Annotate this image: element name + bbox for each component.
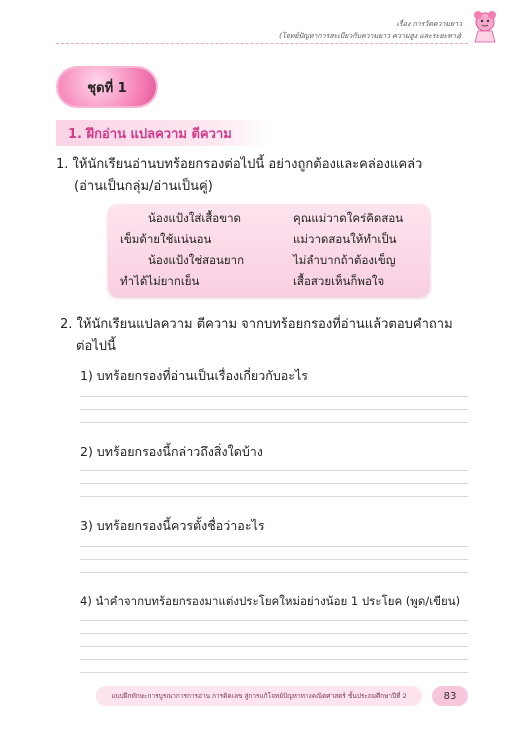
answer-line[interactable] <box>80 483 468 484</box>
question-2-line2: ต่อไปนี้ <box>76 339 116 354</box>
answer-line[interactable] <box>80 620 468 621</box>
answer-line[interactable] <box>80 646 468 647</box>
poem-line: น้องแป้งใส่เสื้อขาด <box>148 211 241 225</box>
section-title-bar <box>56 120 270 146</box>
header-divider <box>56 43 468 44</box>
answer-line[interactable] <box>80 672 468 673</box>
page-number: 83 <box>432 686 468 706</box>
header-topic: เรื่อง การวัดความยาว <box>396 20 462 28</box>
header-subtopic: (โจทย์ปัญหาการสะเบียวกับความยาว ความสูง และระยะทาง) <box>279 32 462 40</box>
question-2 <box>60 314 480 358</box>
answer-line[interactable] <box>80 409 468 410</box>
poem-line: แม่วาดสอนให้ทำเป็น <box>293 232 397 246</box>
poem-line: น้องแป้งใช่สอนยาก <box>148 253 245 267</box>
poem-line: คุณแม่วาดใคร่คิดสอน <box>293 211 404 225</box>
poem-line: ทำได้ไม่ยากเย็น <box>120 274 200 288</box>
answer-line[interactable] <box>80 633 468 634</box>
sub-question-2: 2) บทร้อยกรองนี้กล่าวถึงสิ่งใดบ้าง <box>80 444 263 459</box>
answer-line[interactable] <box>80 559 468 560</box>
poem-box <box>108 204 430 296</box>
poem-line: เข็มด้ายใช้แน่นอน <box>120 232 212 246</box>
question-1-line1: 1. ให้นักเรียนอ่านบทร้อยกรองต่อไปนี้ อย่างถูกต้องและคล่องแคล่ว <box>56 157 423 172</box>
poem-line: เสื้อสวยเห็นก็พอใจ <box>293 274 385 288</box>
set-badge: ชุดที่ 1 <box>58 68 156 106</box>
sub-question-1: 1) บทร้อยกรองที่อ่านเป็นเรื่องเกี่ยวกับอะไร <box>80 368 308 383</box>
question-1-line2: (อ่านเป็นกลุ่ม/อ่านเป็นคู่) <box>74 179 213 194</box>
footer-book-title: แบบฝึกทักษะการบูรณาการการอ่าน การคิดเลข สู่การแก้โจทย์ปัญหาทางคณิตศาสตร์ ชั้นประถมศึกษาปีที่ 2 <box>96 686 422 706</box>
question-1 <box>56 154 476 198</box>
answer-line[interactable] <box>80 496 468 497</box>
answer-line[interactable] <box>80 546 468 547</box>
poem-line: ไม่ลำบากถ้าต้องเข็ญ <box>293 253 396 267</box>
answer-line[interactable] <box>80 659 468 660</box>
answer-line[interactable] <box>80 572 468 573</box>
sub-question-3: 3) บทร้อยกรองนี้ควรตั้งชื่อว่าอะไร <box>80 518 265 533</box>
answer-line[interactable] <box>80 422 468 423</box>
answer-line[interactable] <box>80 396 468 397</box>
section-title: 1. ฝึกอ่าน แปลความ ตีความ <box>68 126 232 142</box>
sub-question-4: 4) นำคำจากบทร้อยกรองมาแต่งประโยคใหม่อย่างน้อย 1 ประโยค (พูด/เขียน) <box>80 594 461 608</box>
mascot-icon <box>470 10 500 44</box>
question-2-line1: 2. ให้นักเรียนแปลความ ตีความ จากบทร้อยกรองที่อ่านแล้วตอบคำถาม <box>60 317 453 332</box>
answer-line[interactable] <box>80 470 468 471</box>
